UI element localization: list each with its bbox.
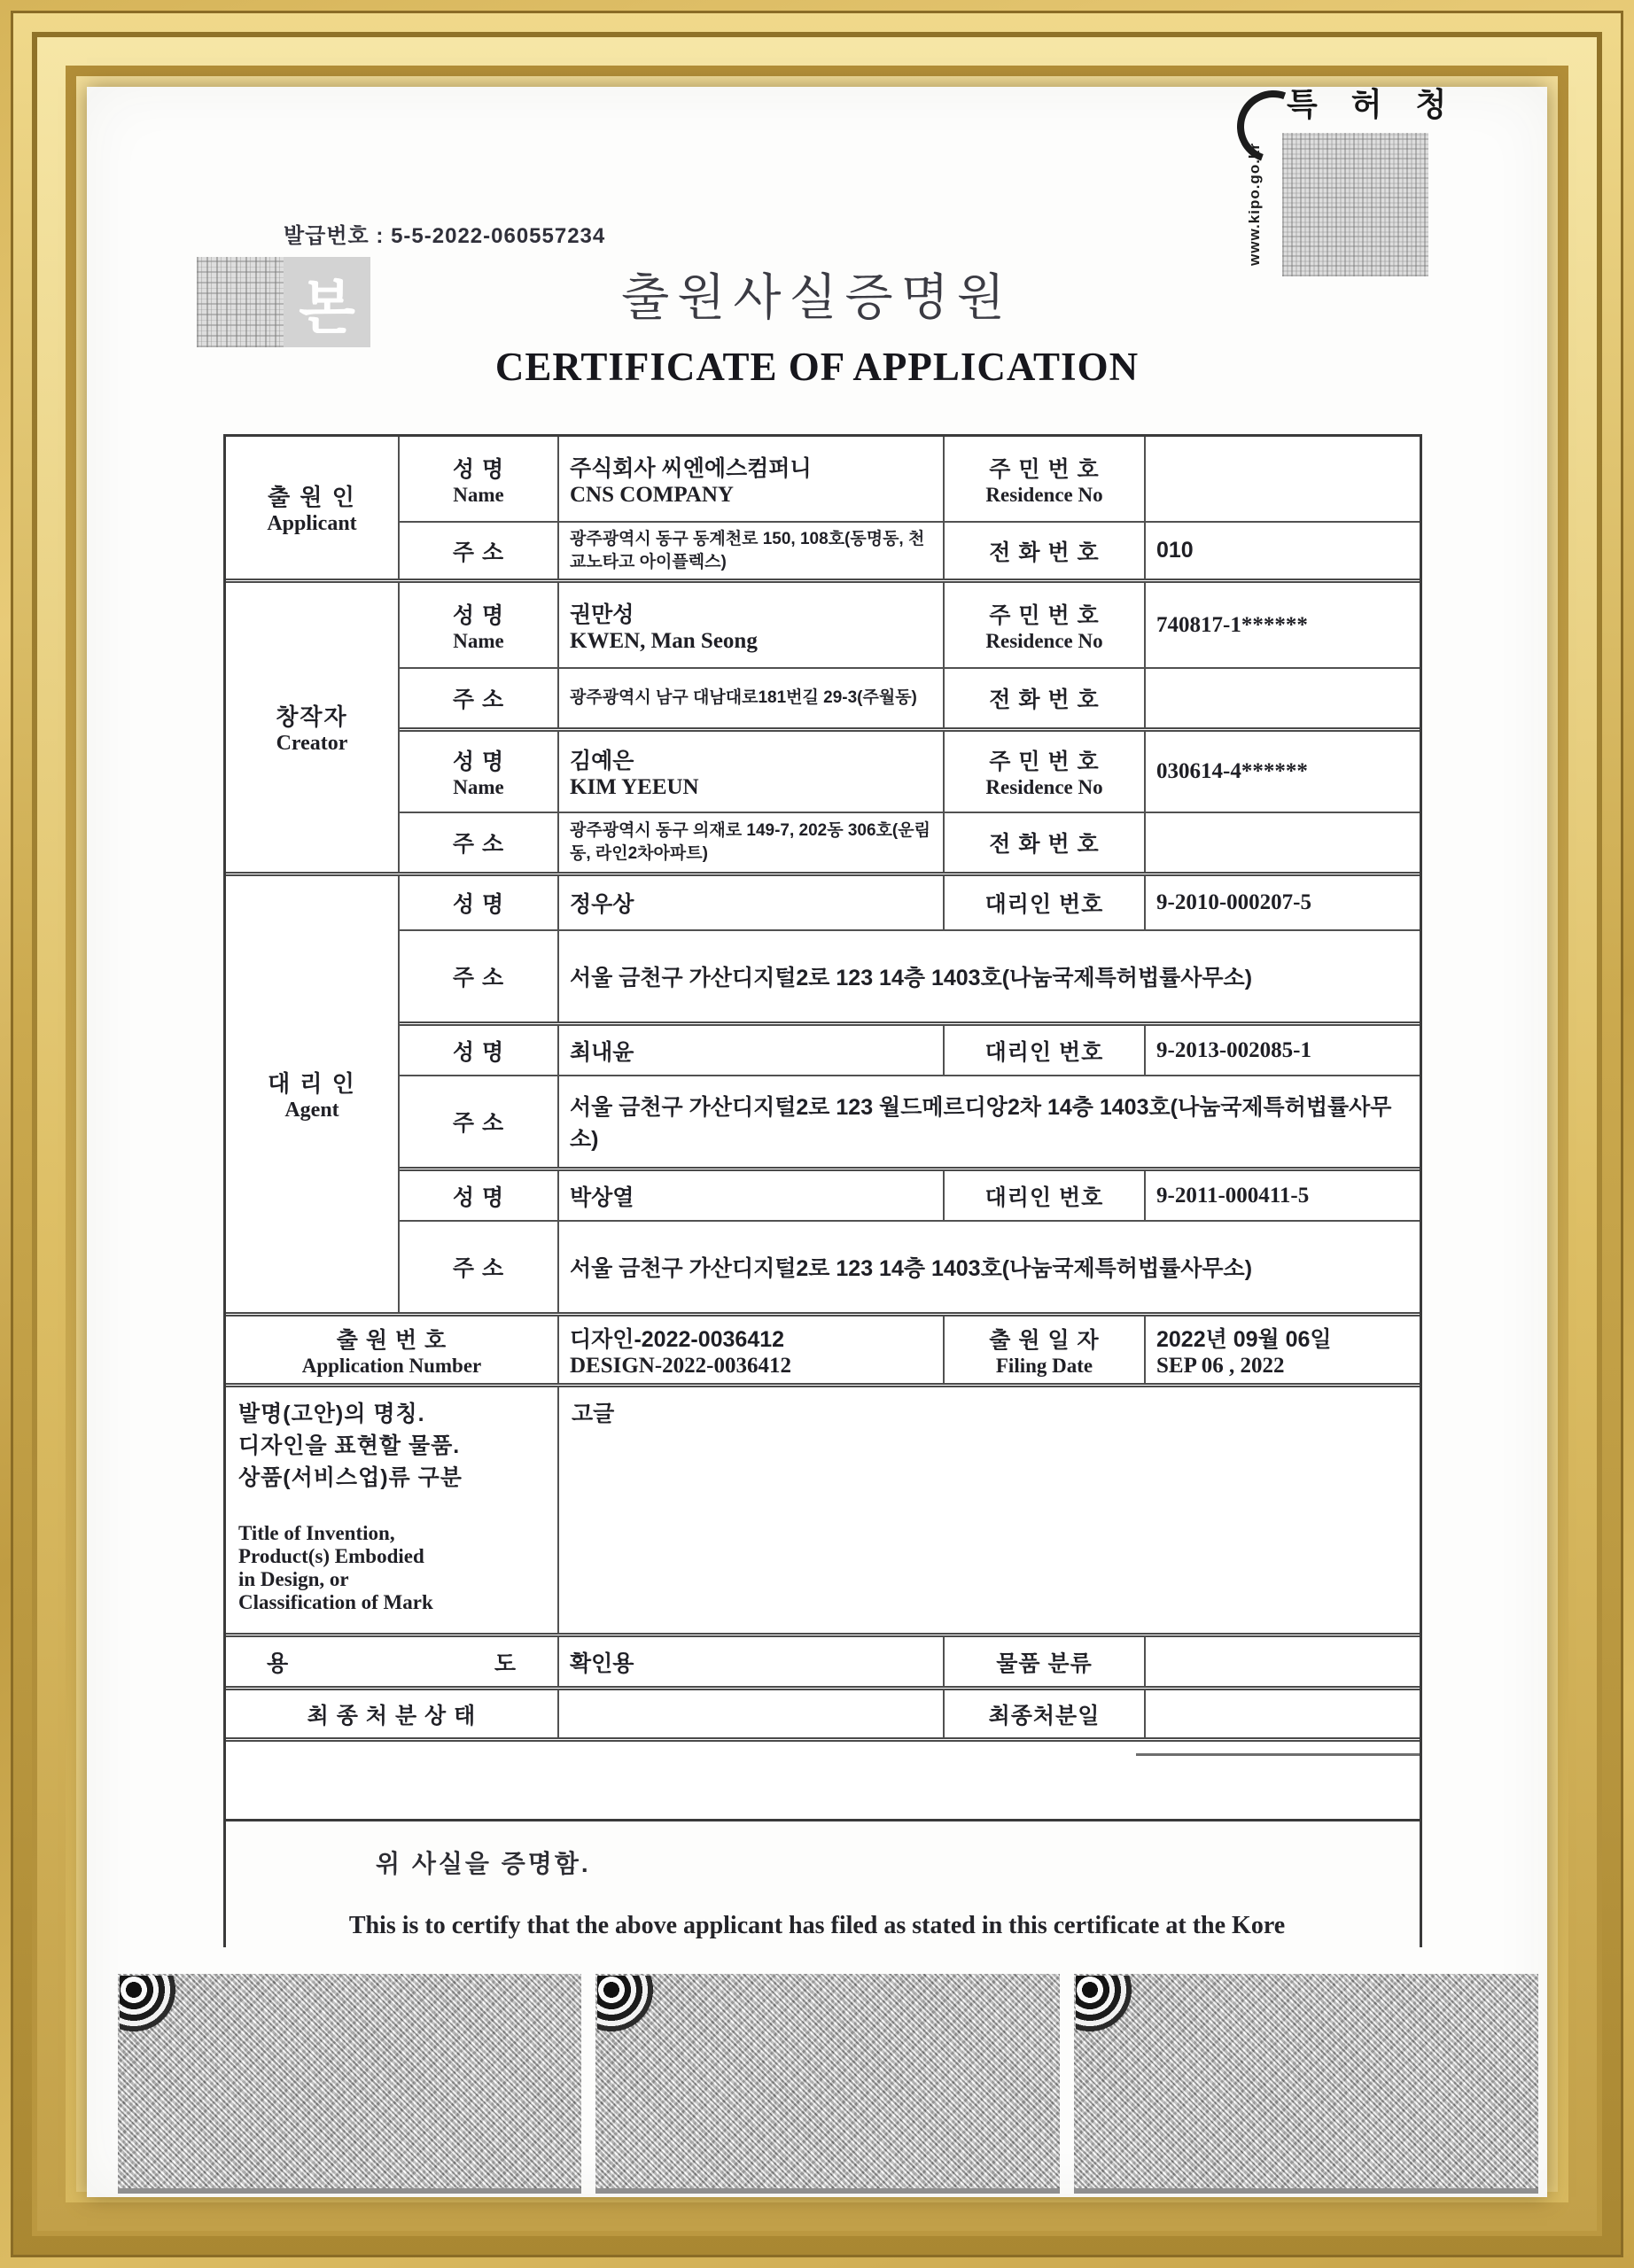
empty-row: [226, 1737, 1420, 1819]
agent1-name: 정우상: [570, 892, 634, 917]
agent1-address-row: 주 소 서울 금천구 가산디지털2로 123 14층 1403호(나눔국제특허법률사무소): [400, 929, 1420, 1021]
purpose-row: 용 도 확인용 물품 분류: [226, 1633, 1420, 1686]
agent3-address: 서울 금천구 가산디지털2로 123 14층 1403호(나눔국제특허법률사무소): [570, 1256, 1253, 1281]
wave-mark-icon: [120, 1976, 198, 2054]
issue-number: 발급번호 : 5-5-2022-060557234: [284, 224, 606, 248]
kipo-agency-text: 특 허 청: [1287, 86, 1459, 122]
applicant-name-ko: 주식회사 씨엔에스컴퍼니: [570, 455, 812, 481]
wave-mark-icon: [597, 1976, 675, 2054]
creator1-resno: 740817-1******: [1156, 612, 1308, 637]
agent2-name-row: 성 명 최내윤 대리인 번호 9-2013-002085-1: [400, 1021, 1420, 1075]
creator1-name-ko: 권만성: [570, 602, 634, 627]
certify-statement-english: This is to certify that the above applicant has filed as stated in this certificate at the Kore: [348, 1912, 1286, 1939]
agent2-address-row: 주 소 서울 금천구 가산디지털2로 123 월드메르디앙2차 14층 1403호(나눔국제특허법률사무소): [400, 1075, 1420, 1167]
creator-section: [226, 579, 1420, 872]
agent1-name-row: 성 명 정우상 대리인 번호 9-2010-000207-5: [400, 876, 1420, 929]
creator1-name-en: KWEN, Man Seong: [570, 628, 758, 653]
creator2-resno: 030614-4******: [1156, 759, 1308, 783]
purpose-value: 확인용: [570, 1651, 634, 1676]
invention-title-row: 발명(고안)의 명칭. 디자인을 표현할 물품. 상품(서비스업)류 구분 Title of Invention, Product(s) Embodied in Design, or Classification of Mark 고글: [226, 1383, 1420, 1633]
application-number-en: DESIGN-2022-0036412: [570, 1353, 792, 1378]
wave-mark-icon: [1076, 1976, 1154, 2054]
agent1-number: 9-2010-000207-5: [1156, 890, 1311, 914]
creator2-name-row: 성 명 Name 김예은 KIM YEEUN 주 민 번 호 Residence No 030614-4******: [400, 727, 1420, 812]
partial-rule-line: [1136, 1753, 1420, 1756]
agent2-name: 최내윤: [570, 1039, 634, 1065]
creator2-address-row: 주 소 광주광역시 동구 의재로 149-7, 202동 306호(운림동, 라인2차아파트) 전 화 번 호: [400, 812, 1420, 872]
applicant-address-row: 주 소 광주광역시 동구 동계천로 150, 108호(동명동, 천교노타고 아이플렉스) 전 화 번 호 010: [400, 521, 1420, 579]
applicant-name-row: 성 명 Name 주식회사 씨엔에스컴퍼니 CNS COMPANY 주 민 번 호 Residence No: [400, 437, 1420, 521]
creator1-address-row: 주 소 광주광역시 남구 대남대로181번길 29-3(주월동) 전 화 번 호: [400, 667, 1420, 727]
agent3-number: 9-2011-000411-5: [1156, 1183, 1310, 1208]
applicant-group-label: 출 원 인 Applicant: [226, 437, 400, 579]
agent2-number: 9-2013-002085-1: [1156, 1037, 1311, 1062]
agent-section: [226, 872, 1420, 1312]
filing-date-en: SEP 06 , 2022: [1156, 1353, 1285, 1378]
kipo-url-text: www.kipo.go.kr: [1246, 143, 1263, 267]
agent-group-label: 대 리 인 Agent: [226, 876, 400, 1312]
certificate-title-korean: 출원사실증명원: [621, 269, 1013, 325]
application-number-ko: 디자인-2022-0036412: [570, 1326, 785, 1352]
security-noise-band: [1074, 1974, 1538, 2194]
creator2-name-ko: 김예은: [570, 749, 634, 773]
application-number-row: 출 원 번 호 Application Number 디자인-2022-0036412 DESIGN-2022-0036412 출 원 일 자 Filing Date 2022년 09월 06일 SEP 06 , 2022: [226, 1312, 1420, 1383]
security-noise-band: [595, 1974, 1060, 2194]
certificate-table: [223, 434, 1422, 1821]
agent3-name: 박상열: [570, 1184, 634, 1210]
applicant-phone: 010: [1156, 538, 1194, 563]
agent3-name-row: 성 명 박상열 대리인 번호 9-2011-000411-5: [400, 1167, 1420, 1220]
creator2-address: 광주광역시 동구 의재로 149-7, 202동 306호(운림동, 라인2차아파트): [570, 821, 930, 863]
creator-group-label: 창작자 Creator: [226, 583, 400, 872]
security-noise-band: [118, 1974, 581, 2194]
creator2-name-en: KIM YEEUN: [570, 775, 699, 799]
filing-date-ko: 2022년 09월 06일: [1156, 1326, 1332, 1352]
kipo-stamp-noise-icon: [1282, 133, 1428, 276]
agent1-address: 서울 금천구 가산디지털2로 123 14층 1403호(나눔국제특허법률사무소): [570, 966, 1253, 990]
certificate-title-english: CERTIFICATE OF APPLICATION: [494, 345, 1140, 389]
agent2-address: 서울 금천구 가산디지털2로 123 월드메르디앙2차 14층 1403호(나눔국제특허법률사무소): [570, 1095, 1392, 1152]
creator1-address: 광주광역시 남구 대남대로181번길 29-3(주월동): [570, 688, 917, 708]
certify-statement-korean: 위 사실을 증명함.: [376, 1850, 591, 1877]
final-disposition-row: 최 종 처 분 상 태 최종처분일: [226, 1686, 1420, 1737]
invention-title-value: 고글: [572, 1402, 615, 1426]
applicant-section: [226, 437, 1420, 579]
original-stamp-character: 본: [284, 257, 370, 347]
creator1-name-row: 성 명 Name 권만성 KWEN, Man Seong 주 민 번 호 Residence No 740817-1******: [400, 583, 1420, 667]
agent3-address-row: 주 소 서울 금천구 가산디지털2로 123 14층 1403호(나눔국제특허법률사무소): [400, 1220, 1420, 1312]
applicant-address: 광주광역시 동구 동계천로 150, 108호(동명동, 천교노타고 아이플렉스): [570, 529, 925, 571]
applicant-name-en: CNS COMPANY: [570, 482, 734, 507]
